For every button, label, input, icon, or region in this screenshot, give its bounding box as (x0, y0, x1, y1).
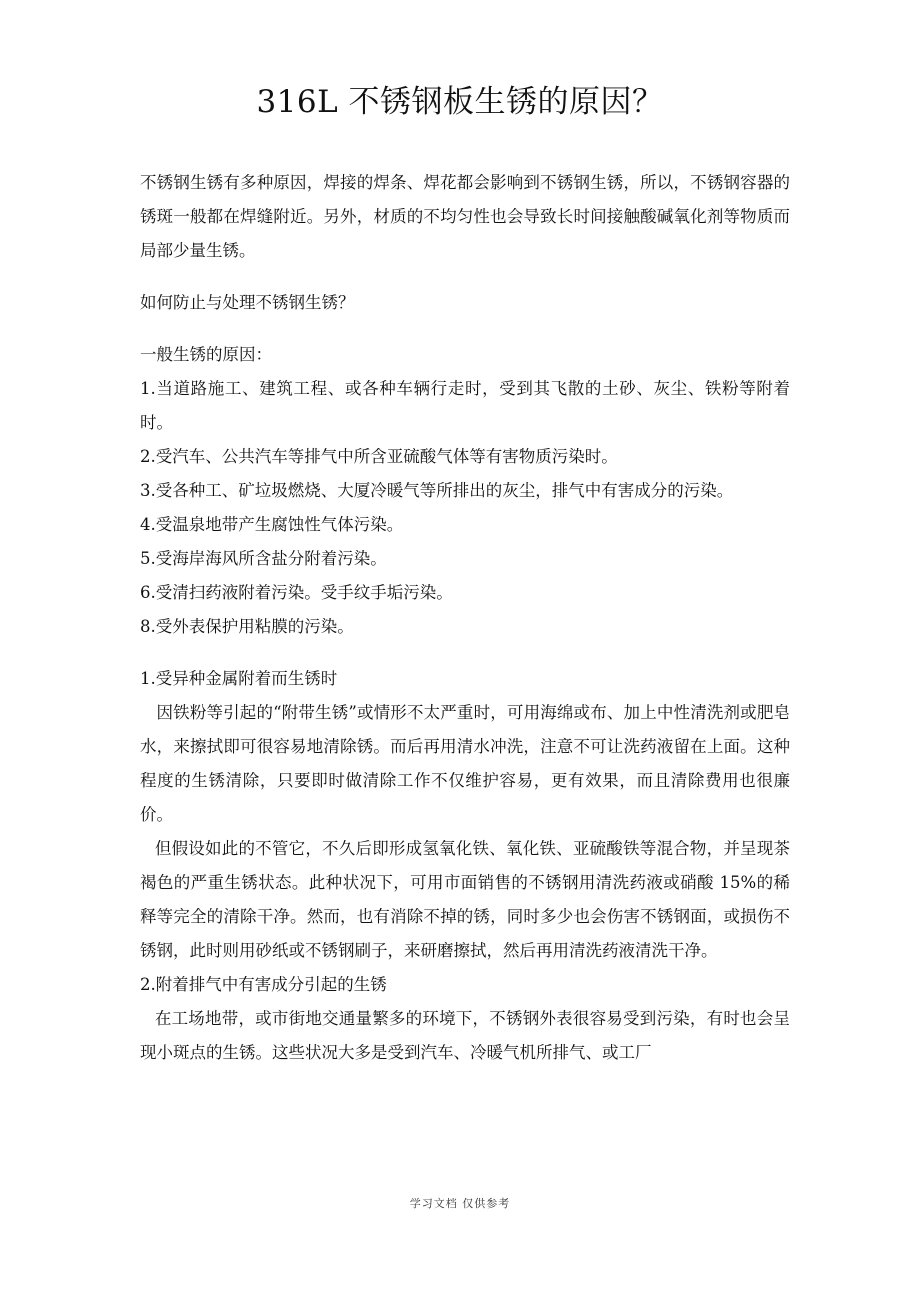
section-1 (140, 662, 790, 968)
list-item: 1.当道路施工、建筑工程、或各种车辆行走时，受到其飞散的土砂、灰尘、铁粉等附着时。 (140, 379, 790, 432)
list-item: 8.受外表保护用粘膜的污染。 (140, 617, 354, 636)
list-item: 5.受海岸海风所含盐分附着污染。 (140, 549, 387, 568)
page-title: 316L 不锈钢板生锈的原因？ (256, 84, 664, 120)
question-line: 如何防止与处理不锈钢生锈？ (140, 293, 355, 312)
section-2 (140, 968, 790, 1070)
list-item: 6.受清扫药液附着污染。受手纹手垢污染。 (140, 583, 453, 602)
document-body (140, 166, 790, 1070)
list-item: 2.受汽车、公共汽车等排气中所含亚硫酸气体等有害物质污染时。 (140, 447, 618, 466)
general-causes-section (140, 338, 790, 644)
list-item: 3.受各种工、矿垃圾燃烧、大厦冷暖气等所排出的灰尘，排气中有害成分的污染。 (140, 481, 734, 500)
section-1-heading: 1.受异种金属附着而生锈时 (140, 669, 338, 688)
section-1-paragraph-2: 但假设如此的不管它，不久后即形成氢氧化铁、氧化铁、亚硫酸铁等混合物，并呈现茶褐色的严重生锈状态。此种状况下，可用市面销售的不锈钢用清洗药液或硝酸 15%的稀释等完全的清除干净。然而，也有消除不掉的锈，同时多少也会伤害不锈钢面，或损伤不锈钢，此时则用砂纸或不锈钢刷子，来研磨擦拭，然后再用清洗药液清洗干净。 (140, 839, 790, 960)
page-footer: 学习文档 仅供参考 (409, 1197, 511, 1210)
section-2-heading: 2.附着排气中有害成分引起的生锈 (140, 975, 387, 994)
general-causes-heading: 一般生锈的原因： (140, 345, 272, 364)
section-1-paragraph-1: 因铁粉等引起的“附带生锈”或情形不太严重时，可用海绵或布、加上中性清洗剂或肥皂水，来擦拭即可很容易地清除锈。而后再用清水冲洗，注意不可让洗药液留在上面。这种程度的生锈清除，只要即时做清除工作不仅维护容易，更有效果，而且清除费用也很廉价。 (140, 703, 790, 824)
list-item: 4.受温泉地带产生腐蚀性气体污染。 (140, 515, 404, 534)
section-2-paragraph-1: 在工场地带，或市街地交通量繁多的环境下，不锈钢外表很容易受到污染，有时也会呈现小斑点的生锈。这些状况大多是受到汽车、冷暖气机所排气、或工厂 (140, 1009, 790, 1062)
intro-paragraph: 不锈钢生锈有多种原因，焊接的焊条、焊花都会影响到不锈钢生锈，所以，不锈钢容器的锈斑一般都在焊缝附近。另外，材质的不均匀性也会导致长时间接触酸碱氧化剂等物质而局部少量生锈。 (140, 173, 790, 260)
